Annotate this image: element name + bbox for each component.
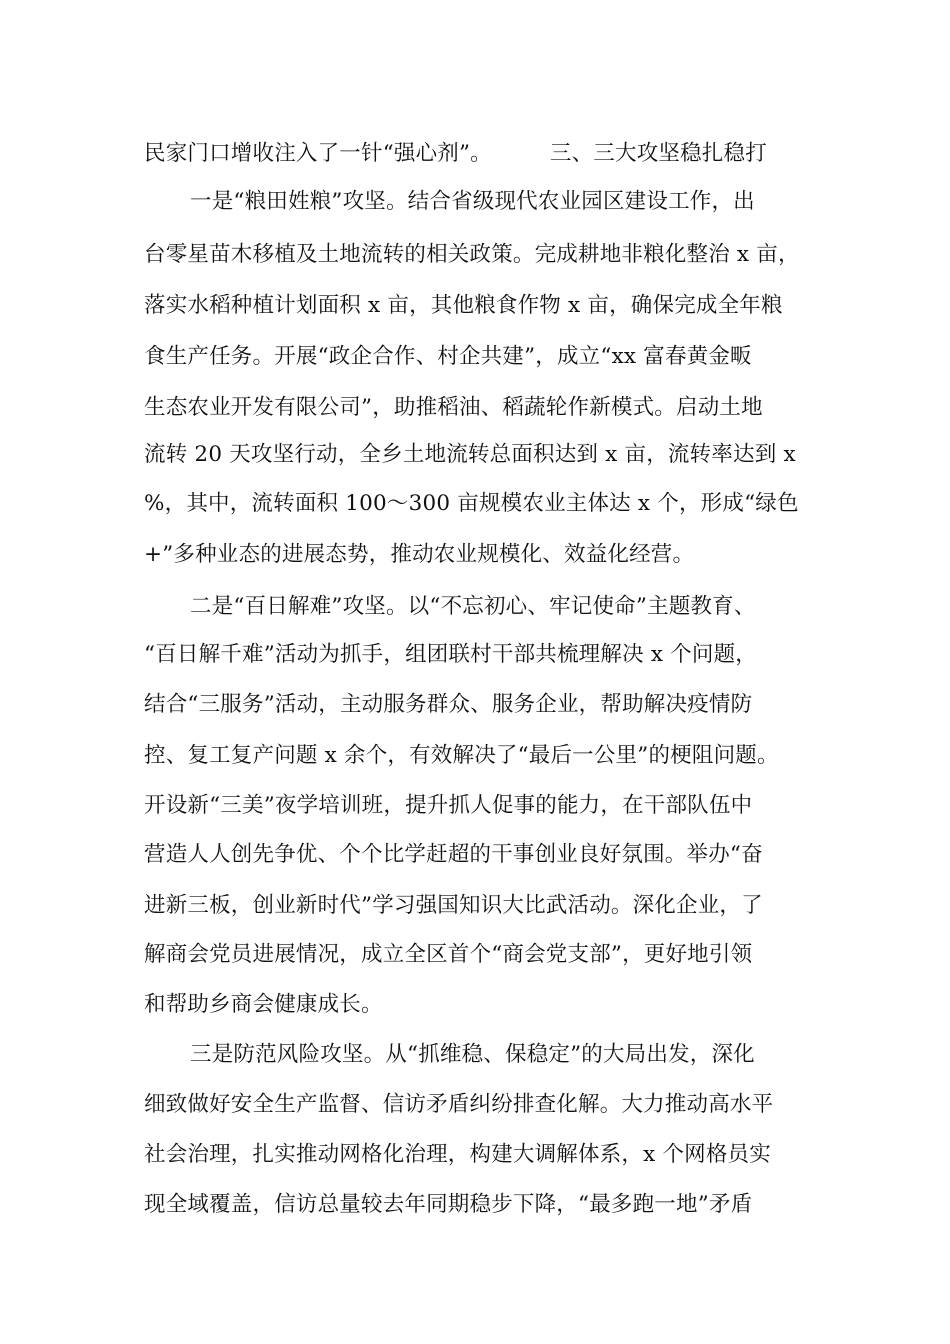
text-line [144, 139, 816, 169]
text-line: 营造人人创先争优、个个比学赶超的干事创业良好氛围。举办“奋 [144, 842, 763, 867]
text-line: 生态农业开发有限公司”，助推稻油、稻蔬轮作新模式。启动土地 [144, 395, 763, 420]
text-line: 结合“三服务”活动，主动服务群众、服务企业，帮助解决疫情防 [144, 692, 753, 717]
paragraph-first-line: 二是“百日解难”攻坚。以“不忘初心、牢记使命”主题教育、 [190, 594, 756, 619]
text-line: 社会治理，扎实推动网格化治理，构建大调解体系，x 个网格员实 [144, 1142, 771, 1167]
text-line: 解商会党员进展情况，成立全区首个“商会党支部”，更好地引领 [144, 942, 753, 967]
text-line: %，其中，流转面积 100～300 亩规模农业主体达 x 个，形成“绿色 [144, 491, 799, 516]
text-line: 和帮助乡商会健康成长。 [144, 992, 383, 1017]
text-line: 控、复工复产问题 x 余个，有效解决了“最后一公里”的梗阻问题。 [144, 743, 779, 768]
text-line: “百日解千难”活动为抓手，组团联村干部共梳理解决 x 个问题， [144, 642, 757, 667]
text-line: 落实水稻种植计划面积 x 亩，其他粮食作物 x 亩，确保完成全年粮 [144, 293, 783, 318]
paragraph-first-line: 三是防范风险攻坚。从“抓维稳、保稳定”的大局出发，深化 [190, 1042, 755, 1067]
text-line: 进新三板，创业新时代”学习强国知识大比武活动。深化企业，了 [144, 893, 763, 918]
text-line: 流转 20 天攻坚行动，全乡土地流转总面积达到 x 亩，流转率达到 x [144, 442, 796, 467]
text-line: 现全域覆盖，信访总量较去年同期稳步下降，“最多跑一地”矛盾 [144, 1192, 753, 1217]
text-line-segment: 民家门口增收注入了一针“强心剂”。 [144, 141, 492, 166]
text-line: 开设新“三美”夜学培训班，提升抓人促事的能力，在干部队伍中 [144, 793, 753, 818]
text-line: 细致做好安全生产监督、信访矛盾纠纷排查化解。大力推动高水平 [144, 1092, 774, 1117]
paragraph-first-line: 一是“粮田姓粮”攻坚。结合省级现代农业园区建设工作，出 [190, 189, 755, 214]
text-line: 台零星苗木移植及土地流转的相关政策。完成耕地非粮化整治 x 亩， [144, 242, 800, 267]
text-line: 食生产任务。开展“政企合作、村企共建”，成立“xx 富春黄金畈 [144, 344, 752, 369]
section-heading: 三、三大攻坚稳扎稳打 [549, 141, 767, 166]
text-line: +”多种业态的进展态势，推动农业规模化、效益化经营。 [144, 542, 695, 567]
